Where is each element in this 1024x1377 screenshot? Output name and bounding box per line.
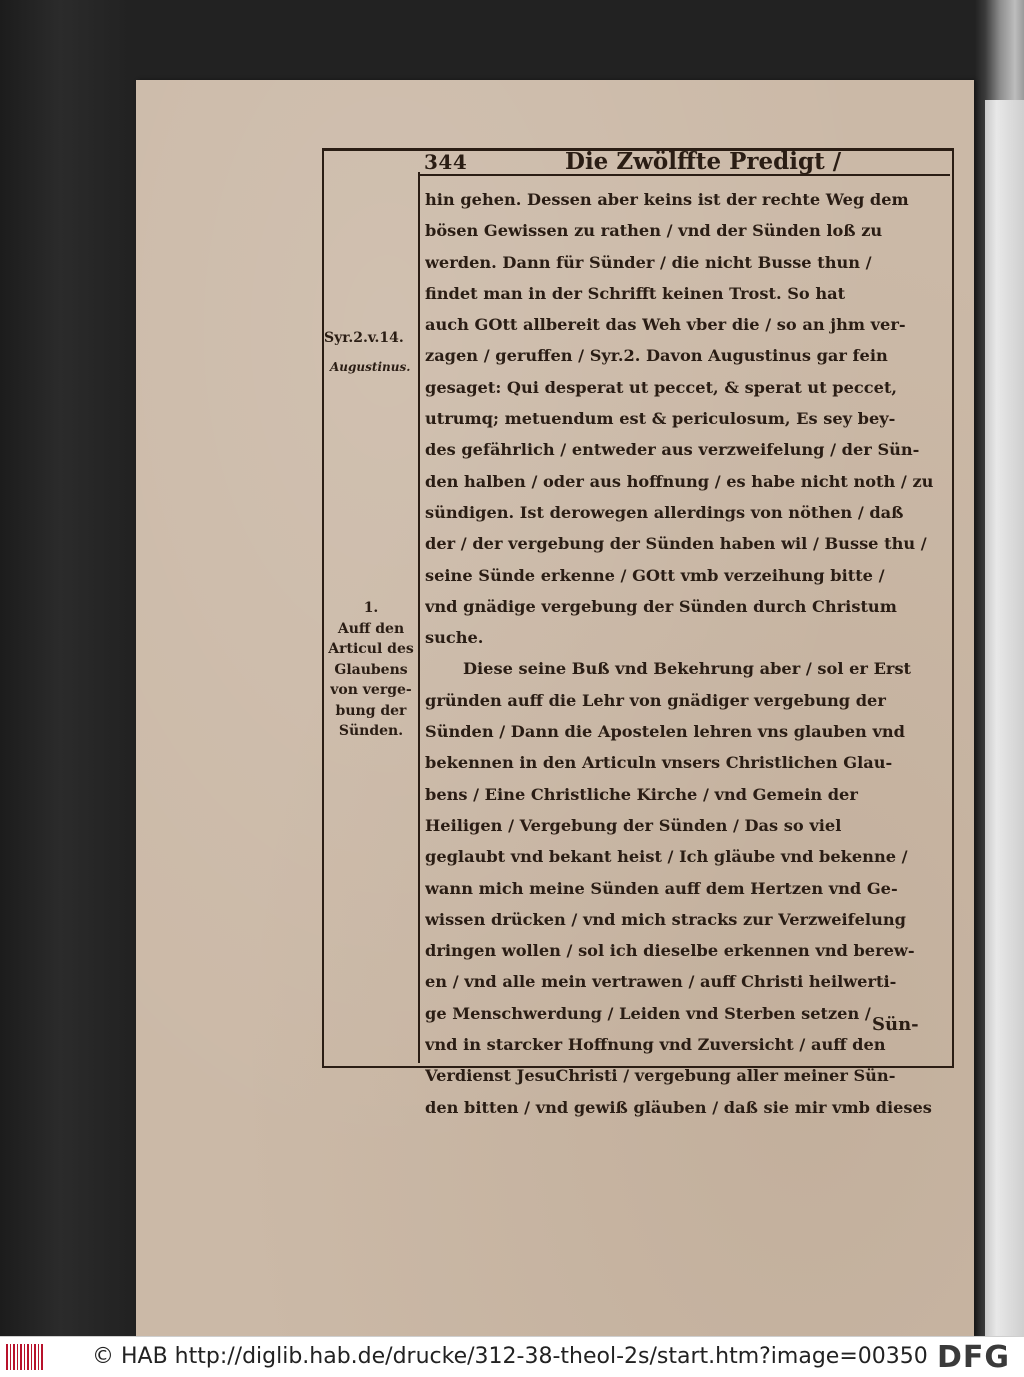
text-line: den bitten / vnd gewiß gläuben / daß sie mir vmb dieses (425, 1097, 932, 1117)
text-line: bösen Gewissen zu rathen / vnd der Sünden loß zu (425, 221, 883, 241)
text-line: geglaubt vnd bekant heist / Ich gläube vnd bekenne / (425, 847, 908, 867)
text-line: utrumq; metuendum est & periculosum, Es sey bey- (425, 409, 896, 429)
body-text (425, 184, 945, 1123)
marginal-note-line: Auff den (337, 620, 405, 637)
text-line: hin gehen. Dessen aber keins ist der rechte Weg dem (425, 190, 909, 209)
text-line: werden. Dann für Sünder / die nicht Busse thun / (425, 252, 872, 272)
text-line: der / der vergebung der Sünden haben wil / Busse thu / (425, 534, 927, 554)
text-line: findet man in der Schrifft keinen Trost. So hat (425, 283, 846, 303)
text-line: zagen / geruffen / Syr.2. Davon Augustinus gar fein (425, 346, 888, 366)
marginal-note-line: von verge- (330, 682, 412, 698)
dfg-logo: DFG (937, 1340, 1011, 1375)
text-line: bens / Eine Christliche Kirche / vnd Gemein der (425, 784, 858, 804)
text-line: en / vnd alle mein vertrawen / auff Christi heilwerti- (425, 972, 897, 992)
marginal-note-line: Articul des (328, 641, 414, 657)
marginal-ref-syr: Syr.2.v.14. (324, 330, 404, 346)
marginal-ref-augustinus: Augustinus. (330, 360, 411, 374)
text-line: wissen drücken / vnd mich stracks zur Verzweifelung (425, 909, 906, 929)
text-line: auch GOtt allbereit das Weh vber die / so an jhm ver- (425, 315, 906, 335)
adjacent-page-edge (985, 100, 1024, 1336)
marginal-note-line: 1. (363, 600, 379, 616)
text-line: gründen auff die Lehr von gnädiger vergebung der (425, 690, 886, 710)
text-line: vnd in starcker Hoffnung vnd Zuversicht / auff den (425, 1035, 886, 1055)
text-line: dringen wollen / sol ich dieselbe erkennen vnd berew- (425, 941, 915, 961)
marginal-note-line: Glaubens (334, 661, 408, 678)
marginal-note-line: Sünden. (338, 723, 404, 739)
viewer-footer (0, 1336, 1024, 1377)
text-line: bekennen in den Articuln vnsers Christlichen Glau- (425, 753, 893, 773)
text-line: des gefährlich / entweder aus verzweifelung / der Sün- (425, 440, 920, 460)
margin-divider (418, 172, 420, 1063)
catchword: Sün- (872, 1014, 919, 1035)
text-line: suche. (425, 628, 484, 648)
text-line: Verdienst JesuChristi / vergebung aller meiner Sün- (425, 1066, 896, 1086)
text-line: wann mich meine Sünden auff dem Hertzen vnd Ge- (425, 878, 898, 898)
marginal-note-line: bung der (335, 702, 407, 719)
text-line: seine Sünde erkenne / GOtt vmb verzeihung bitte / (425, 565, 885, 585)
text-line: ge Menschwerdung / Leiden vnd Sterben setzen / (425, 1003, 871, 1023)
text-line: den halben / oder aus hoffnung / es habe nicht noth / zu (425, 471, 934, 491)
text-line: Heiligen / Vergebung der Sünden / Das so viel (425, 815, 842, 835)
barcode-icon (6, 1344, 44, 1370)
text-line: sündigen. Ist derowegen allerdings von nöthen / daß (425, 502, 904, 522)
running-title: Die Zwölffte Predigt / (565, 148, 842, 175)
page-number: 344 (424, 150, 468, 174)
text-line: Sünden / Dann die Apostelen lehren vns glauben vnd (425, 722, 905, 742)
copyright-url[interactable]: © HAB http://diglib.hab.de/drucke/312-38-theol-2s/start.htm?image=00350 (92, 1344, 928, 1369)
marginal-note (324, 598, 418, 742)
text-line: vnd gnädige vergebung der Sünden durch Christum (425, 596, 897, 616)
text-line: gesaget: Qui desperat ut peccet, & sperat ut peccet, (425, 377, 898, 397)
text-line: Diese seine Buß vnd Bekehrung aber / sol er Erst (463, 659, 912, 679)
